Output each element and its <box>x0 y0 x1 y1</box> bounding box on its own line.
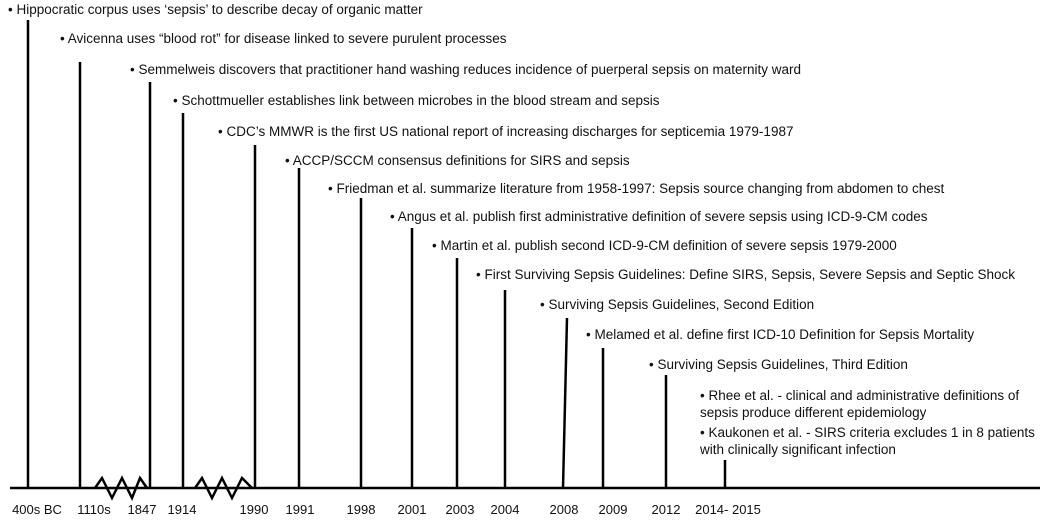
event-rhee-line1: • Rhee et al. - clinical and administrative definitions of <box>700 388 1020 403</box>
event-friedman: • Friedman et al. summarize literature from 1958-1997: Sepsis source changing from abdomen to chest <box>328 181 945 196</box>
event-first-surviving-sepsis: • First Surviving Sepsis Guidelines: Define SIRS, Sepsis, Severe Sepsis and Septic Shock <box>476 267 1015 282</box>
event-accp-sccm: • ACCP/SCCM consensus definitions for SIRS and sepsis <box>285 153 630 168</box>
year-label: 2004 <box>490 502 520 517</box>
year-label: 1914 <box>167 502 197 517</box>
event-surviving-sepsis-second: • Surviving Sepsis Guidelines, Second Edition <box>540 297 815 312</box>
event-hippocratic: • Hippocratic corpus uses ‘sepsis’ to describe decay of organic matter <box>8 2 423 17</box>
year-label: 2009 <box>598 502 628 517</box>
year-label: 2014- 2015 <box>695 502 761 517</box>
tick-2008 <box>563 318 567 488</box>
event-martin: • Martin et al. publish second ICD-9-CM definition of severe sepsis 1979-2000 <box>432 238 897 253</box>
year-label: 1847 <box>127 502 157 517</box>
year-label: 2012 <box>651 502 681 517</box>
event-cdc-mmwr: • CDC’s MMWR is the first US national report of increasing discharges for septicemia 1979-1987 <box>218 124 794 139</box>
event-angus: • Angus et al. publish first administrative definition of severe sepsis using ICD-9-CM codes <box>390 209 928 224</box>
event-kaukonen-line1: • Kaukonen et al. - SIRS criteria excludes 1 in 8 patients <box>700 425 1035 440</box>
year-label: 1991 <box>285 502 315 517</box>
event-avicenna: • Avicenna uses “blood rot” for disease linked to severe purulent processes <box>60 31 507 46</box>
year-label: 2003 <box>445 502 475 517</box>
event-surviving-sepsis-third: • Surviving Sepsis Guidelines, Third Edition <box>649 357 908 372</box>
event-schottmueller: • Schottmueller establishes link between microbes in the blood stream and sepsis <box>173 93 660 108</box>
event-rhee-line2: sepsis produce different epidemiology <box>700 405 927 420</box>
event-melamed: • Melamed et al. define first ICD-10 Definition for Sepsis Mortality <box>586 327 975 342</box>
event-semmelweis: • Semmelweis discovers that practitioner hand washing reduces incidence of puerperal sepsis on maternity ward <box>130 62 802 77</box>
year-label: 1998 <box>346 502 376 517</box>
year-label: 2001 <box>397 502 427 517</box>
event-kaukonen-line2: with clinically significant infection <box>700 442 896 457</box>
year-label: 2008 <box>549 502 579 517</box>
year-label: 1110s <box>77 502 111 517</box>
year-label: 1990 <box>239 502 269 517</box>
year-label: 400s BC <box>12 502 62 517</box>
